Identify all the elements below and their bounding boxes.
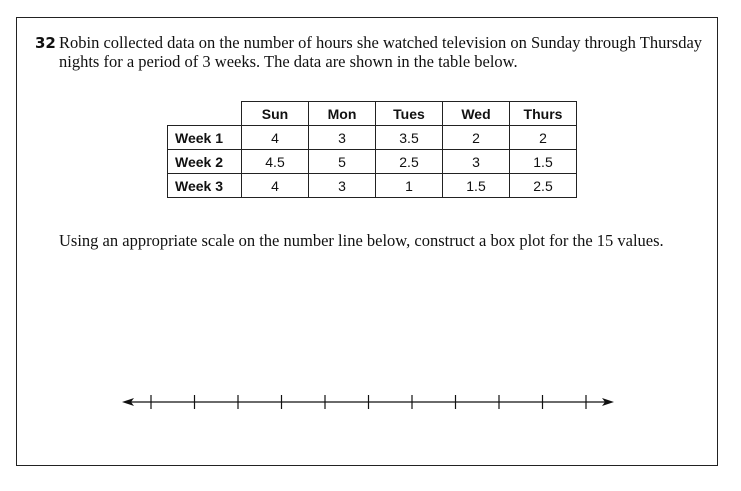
table-cell: 3 [309,126,376,150]
question-prompt [59,33,714,71]
prompt-line-1: Robin collected data on the number of hours she watched television on Sunday through Thursday [59,33,703,52]
table-corner-cell [168,102,242,126]
row-header-week-3: Week 3 [168,174,242,198]
table-cell: 2 [510,126,577,150]
table-row [168,150,577,174]
table-cell: 5 [309,150,376,174]
table-cell: 3 [309,174,376,198]
box-plot-instruction: Using an appropriate scale on the number line below, construct a box plot for the 15 values. [59,231,664,250]
table-cell: 4.5 [242,150,309,174]
table-header-row [168,102,577,126]
table-cell: 1.5 [510,150,577,174]
prompt-line-2: nights for a period of 3 weeks. The data are shown in the table below. [59,52,518,71]
table-cell: 2 [443,126,510,150]
table-cell: 2.5 [376,150,443,174]
table-cell: 4 [242,126,309,150]
table-cell: 3.5 [376,126,443,150]
table-row [168,126,577,150]
row-header-week-2: Week 2 [168,150,242,174]
column-header-thurs: Thurs [510,102,577,126]
table-cell: 2.5 [510,174,577,198]
table-cell: 1.5 [443,174,510,198]
column-header-tues: Tues [376,102,443,126]
number-line[interactable] [118,390,618,414]
hours-table [167,101,577,198]
question-number: 32 [35,34,56,52]
table-row [168,174,577,198]
column-header-sun: Sun [242,102,309,126]
row-header-week-1: Week 1 [168,126,242,150]
column-header-mon: Mon [309,102,376,126]
table-cell: 4 [242,174,309,198]
column-header-wed: Wed [443,102,510,126]
table-cell: 1 [376,174,443,198]
table-cell: 3 [443,150,510,174]
